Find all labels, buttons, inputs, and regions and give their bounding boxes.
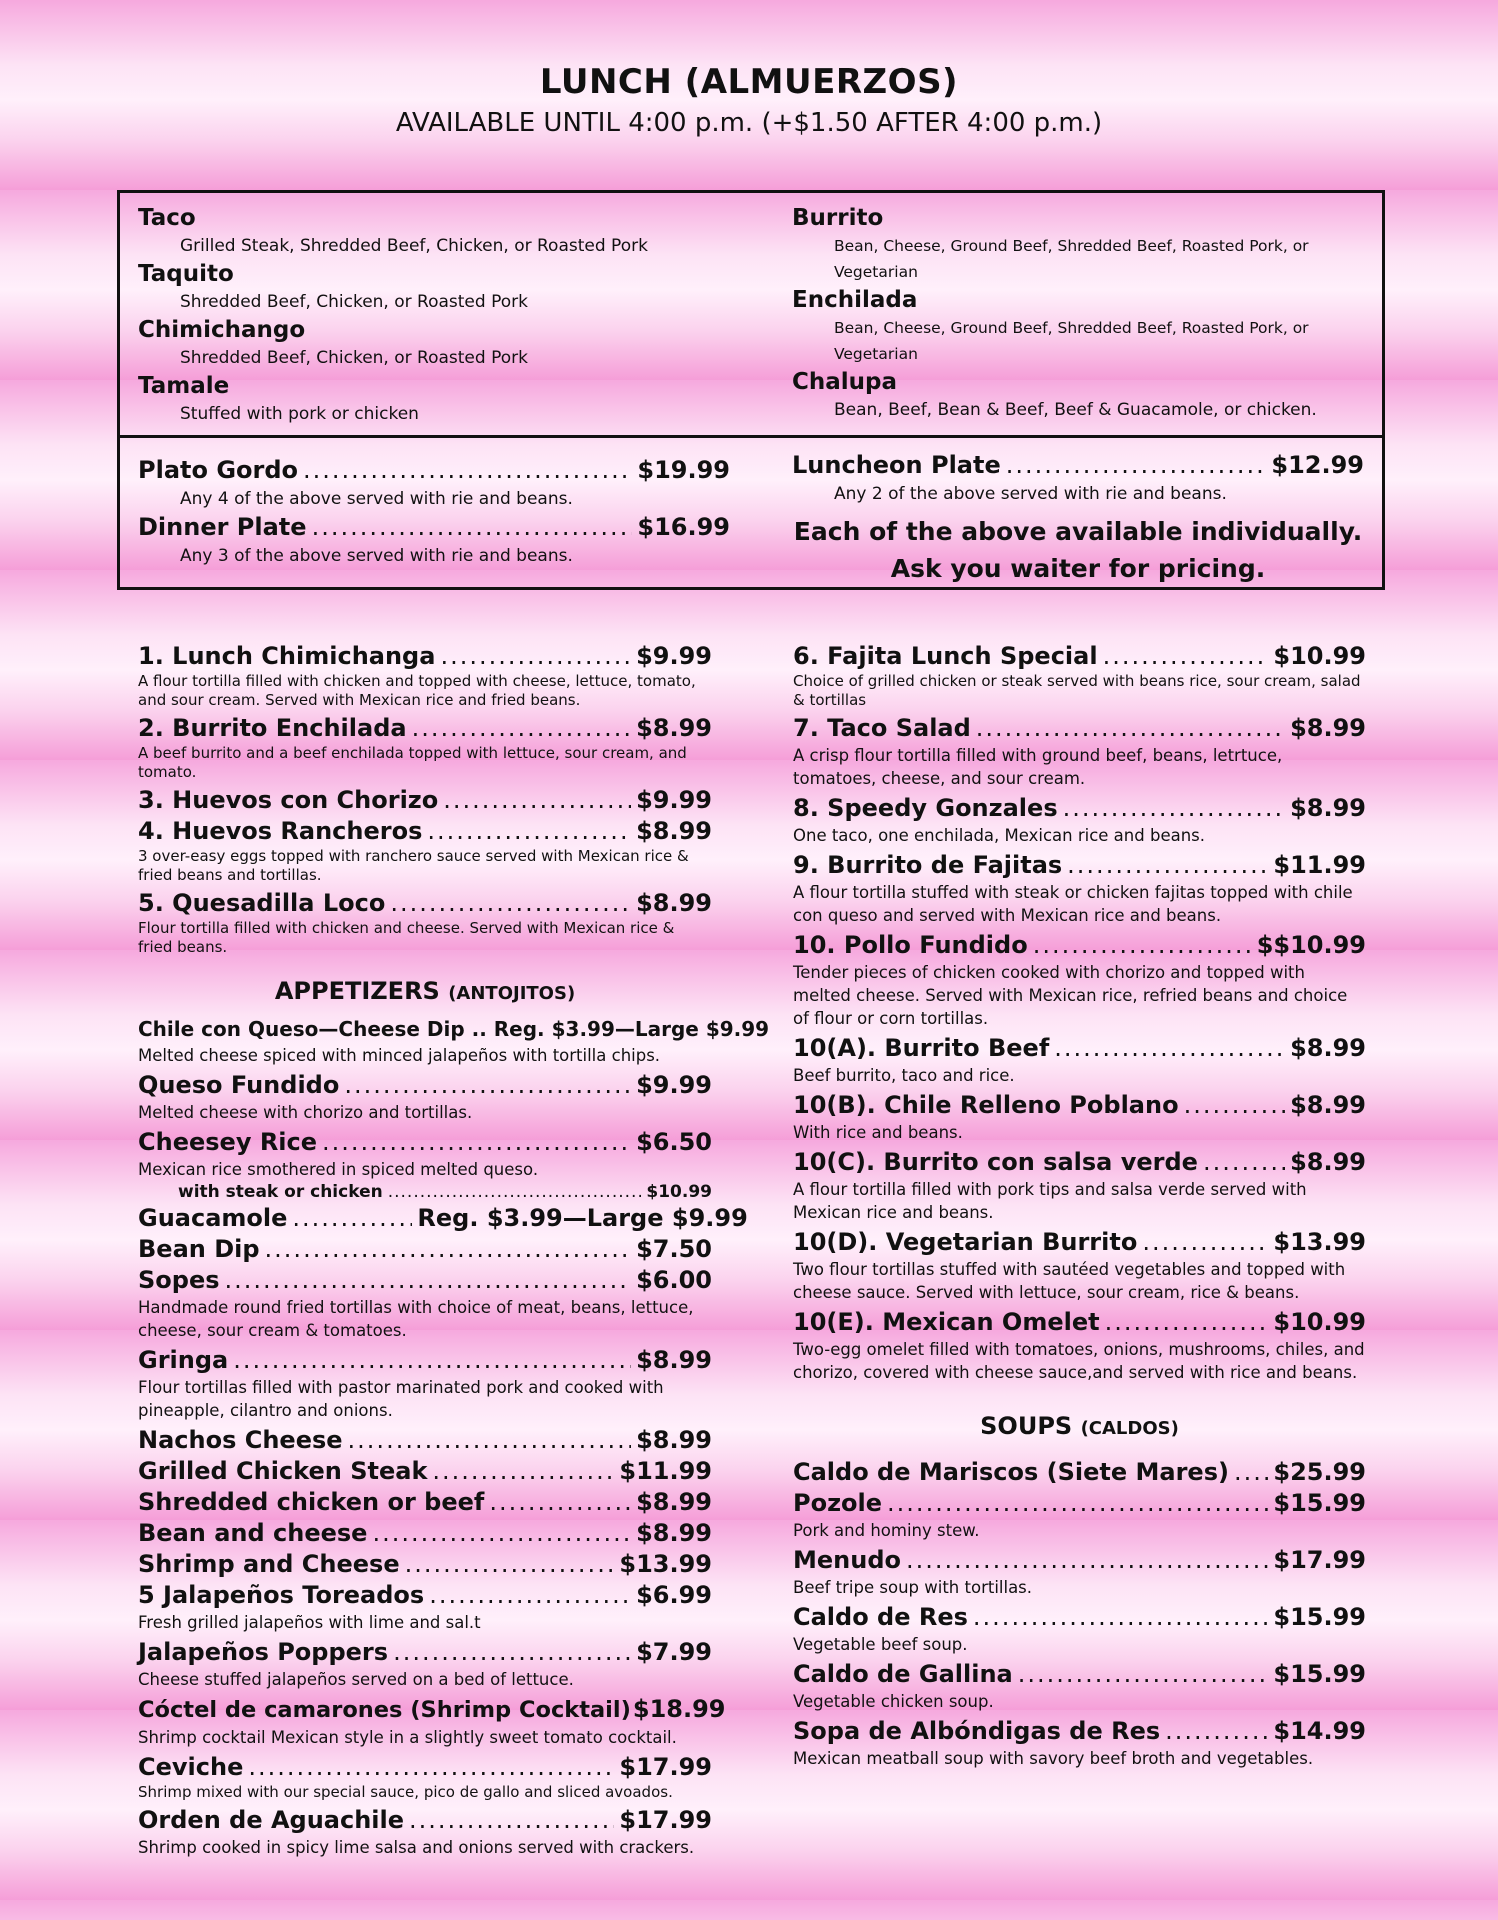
menu-item-row [138, 1014, 770, 1044]
item-name: Guacamole [138, 1204, 288, 1232]
left-column [138, 641, 770, 1862]
plate-desc: Any 3 of the above served with rie and beans. [180, 546, 573, 566]
section-subtitle: (CALDOS) [1080, 1418, 1179, 1439]
item-desc: Two-egg omelet filled with tomatoes, onions, mushrooms, chiles, and chorizo, covered with cheese sauce,and served with rice and beans. [793, 1340, 1365, 1382]
item-name: 6. Fajita Lunch Special [793, 642, 1098, 670]
item-name: Pozole [793, 1489, 883, 1517]
combo-item [138, 203, 738, 259]
item-price: $10.99 [1273, 1308, 1366, 1336]
menu-item-row [138, 1580, 712, 1611]
item-price: $8.99 [636, 1488, 712, 1516]
section-title: APPETIZERS [274, 977, 440, 1005]
item-name: Jalapeños Poppers [138, 1638, 389, 1666]
item-name: 5 Jalapeños Toreados [138, 1581, 425, 1609]
menu-item-row [138, 1518, 712, 1549]
dot-leader [427, 816, 631, 847]
dot-leader [489, 1487, 631, 1518]
item-price: $9.99 [636, 1071, 712, 1099]
plate-price: $19.99 [637, 456, 730, 484]
plate-desc: Any 4 of the above served with rie and beans. [180, 489, 573, 509]
lunch-specials-left [138, 641, 712, 957]
dot-leader [440, 641, 631, 672]
plate-row [792, 450, 1364, 481]
menu-item-row [138, 1203, 748, 1234]
dot-leader [906, 1545, 1268, 1576]
item-price: $6.99 [636, 1581, 712, 1609]
plate-price: $16.99 [637, 513, 730, 541]
combo-item-desc: Bean, Cheese, Ground Beef, Shredded Beef, Roasted Pork, or Vegetarian [834, 319, 1309, 363]
combo-item-desc: Grilled Steak, Shredded Beef, Chicken, or Roasted Pork [180, 236, 648, 256]
page-subtitle: AVAILABLE UNTIL 4:00 p.m. (+$1.50 AFTER 4:00 p.m.) [395, 108, 1103, 138]
menu-item-row [793, 930, 1366, 961]
section-subtitle: (ANTOJITOS) [448, 983, 576, 1004]
item-desc: Vegetable beef soup. [793, 1635, 968, 1654]
combo-item [792, 367, 1372, 423]
menu-item-row [793, 1659, 1366, 1690]
item-name: 7. Taco Salad [793, 714, 971, 742]
combo-item-desc: Shredded Beef, Chicken, or Roasted Pork [180, 348, 528, 368]
item-desc: Melted cheese spiced with minced jalapeños with tortilla chips. [138, 1046, 661, 1065]
combo-item [792, 285, 1372, 367]
dot-leader [303, 455, 632, 486]
item-price: $15.99 [1273, 1660, 1366, 1688]
item-name: 10(B). Chile Relleno Poblano [793, 1091, 1179, 1119]
item-desc: One taco, one enchilada, Mexican rice and beans. [793, 826, 1206, 845]
item-price: $8.99 [636, 889, 712, 917]
dot-leader [973, 1602, 1268, 1633]
dot-leader [233, 1345, 631, 1376]
item-price: $11.99 [1273, 851, 1366, 879]
plate-name: Plato Gordo [138, 456, 299, 484]
item-price: $17.99 [1273, 1546, 1366, 1574]
dot-leader [405, 1549, 615, 1580]
combo-item [138, 371, 738, 427]
item-desc: A flour tortilla stuffed with steak or chicken fajitas topped with chile con queso and served with Mexican rice and beans. [793, 883, 1353, 925]
menu-item-row [793, 1457, 1366, 1488]
dot-leader [322, 1127, 631, 1158]
item-desc: Mexican rice smothered in spiced melted queso. [138, 1160, 539, 1179]
item-name: Ceviche [138, 1753, 244, 1781]
item-name: 3. Huevos con Chorizo [138, 786, 439, 814]
item-desc: With rice and beans. [793, 1123, 963, 1142]
right-column [793, 641, 1366, 1773]
dot-leader [432, 1456, 614, 1487]
dot-leader [1033, 930, 1252, 961]
item-price: Reg. $3.99—Large $9.99 [417, 1204, 748, 1232]
menu-item-row [793, 1545, 1366, 1576]
menu-item-row [138, 713, 712, 744]
item-price: $6.00 [636, 1266, 712, 1294]
item-name: 8. Speedy Gonzales [793, 794, 1058, 822]
combo-item-name: Tamale [138, 373, 230, 399]
item-desc: A flour tortilla filled with pork tips and salsa verde served with Mexican rice and beans. [793, 1180, 1307, 1222]
item-name: 10. Pollo Fundido [793, 931, 1028, 959]
menu-item-row [138, 1234, 712, 1265]
dot-leader [390, 888, 631, 919]
item-price: $8.99 [636, 1346, 712, 1374]
item-desc: Vegetable chicken soup. [793, 1692, 994, 1711]
menu-item-row [138, 1752, 712, 1783]
menu-item-row [138, 816, 712, 847]
plate-row [138, 512, 730, 543]
menu-item-row [793, 793, 1366, 824]
item-desc: Shrimp cocktail Mexican style in a slightly sweet tomato cocktail. [138, 1728, 677, 1747]
item-name: 10(E). Mexican Omelet [793, 1308, 1100, 1336]
item-desc: Flour tortillas filled with pastor marinated pork and cooked with pineapple, cilantro and onions. [138, 1378, 664, 1420]
item-desc: Melted cheese with chorizo and tortillas. [138, 1103, 473, 1122]
menu-item-row [138, 1487, 712, 1518]
item-name: Gringa [138, 1346, 229, 1374]
dot-leader [1142, 1227, 1268, 1258]
item-desc: A flour tortilla filled with chicken and topped with cheese, lettuce, tomato, and sour cream. Served with Mexican rice and fried beans. [138, 672, 696, 709]
item-name: Caldo de Mariscos (Siete Mares) [793, 1458, 1229, 1486]
menu-item-row [793, 1033, 1366, 1064]
menu-item-row [138, 1425, 712, 1456]
menu-item-row [138, 1265, 712, 1296]
item-name: 10(A). Burrito Beef [793, 1034, 1050, 1062]
item-desc: Shrimp cooked in spicy lime salsa and onions served with crackers. [138, 1838, 695, 1857]
dot-leader [388, 1181, 642, 1203]
dot-leader [429, 1580, 631, 1611]
combo-item [792, 203, 1372, 285]
box-right-items [792, 203, 1372, 423]
item-name: 1. Lunch Chimichanga [138, 642, 436, 670]
item-desc: A crisp flour tortilla filled with ground beef, beans, letrtuce, tomatoes, cheese, and sour cream. [793, 746, 1283, 788]
menu-item-row [793, 1716, 1366, 1747]
combo-box [117, 190, 1385, 590]
menu-item-row [793, 1147, 1366, 1178]
item-price: $14.99 [1273, 1717, 1366, 1745]
menu-item-row [793, 1227, 1366, 1258]
menu-item-row [793, 1307, 1366, 1338]
item-price: $17.99 [619, 1753, 712, 1781]
dot-leader [412, 713, 631, 744]
combo-item [138, 259, 738, 315]
dot-leader [1018, 1659, 1269, 1690]
item-price: $13.99 [1273, 1228, 1366, 1256]
option-price: $10.99 [646, 1182, 712, 1202]
item-name: Sopes [138, 1266, 220, 1294]
combo-item-name: Taco [138, 205, 196, 231]
item-desc: Fresh grilled jalapeños with lime and sal.t [138, 1613, 481, 1632]
item-price: $11.99 [619, 1457, 712, 1485]
item-price: $7.50 [636, 1235, 712, 1263]
option-row [138, 1181, 712, 1203]
item-price: $25.99 [1273, 1458, 1366, 1486]
item-desc: Choice of grilled chicken or steak served with beans rice, sour cream, salad & tortillas [793, 672, 1361, 709]
menu-item-row [793, 1488, 1366, 1519]
dot-leader [348, 1425, 632, 1456]
item-price: $10.99 [1273, 642, 1366, 670]
item-name: Cóctel de camarones (Shrimp Cocktail) [138, 1697, 631, 1723]
item-name: Caldo de Res [793, 1603, 968, 1631]
menu-item-row [793, 641, 1366, 672]
menu-item-row [793, 713, 1366, 744]
item-name: Orden de Aguachile [138, 1806, 405, 1834]
combo-item-name: Chimichango [138, 317, 306, 343]
dot-leader [1165, 1716, 1268, 1747]
combo-item-name: Burrito [792, 205, 884, 231]
menu-item-row [138, 1549, 712, 1580]
menu-item-row [138, 1070, 712, 1101]
item-price: $8.99 [636, 1519, 712, 1547]
menu-item-row [138, 1637, 712, 1668]
item-price: $13.99 [619, 1550, 712, 1578]
appetizers-list [138, 1014, 770, 1859]
item-name: Shrimp and Cheese [138, 1550, 400, 1578]
item-name: 10(C). Burrito con salsa verde [793, 1148, 1198, 1176]
item-desc: 3 over-easy eggs topped with ranchero sauce served with Mexican rice & fried beans and tortillas. [138, 847, 689, 884]
dot-leader [1105, 1307, 1269, 1338]
item-price: $8.99 [1290, 714, 1366, 742]
item-name: 2. Burrito Enchilada [138, 714, 407, 742]
item-price: $8.99 [636, 1426, 712, 1454]
item-price: $17.99 [619, 1806, 712, 1834]
dot-leader [225, 1265, 632, 1296]
item-price: $8.99 [1290, 1091, 1366, 1119]
menu-item-row [138, 1694, 726, 1726]
dot-leader [265, 1234, 632, 1265]
item-desc: A beef burrito and a beef enchilada topped with lettuce, sour cream, and tomato. [138, 744, 687, 781]
plate-row [138, 455, 730, 486]
item-desc: Handmade round fried tortillas with choice of meat, beans, lettuce, cheese, sour cream & tomatoes. [138, 1298, 694, 1340]
menu-item-row [138, 1345, 712, 1376]
menu-item-row [793, 850, 1366, 881]
menu-item-row [138, 888, 712, 919]
item-price: $7.99 [636, 1638, 712, 1666]
menu-item-row [138, 1127, 712, 1158]
item-name: 9. Burrito de Fajitas [793, 851, 1063, 879]
item-desc: Flour tortilla filled with chicken and cheese. Served with Mexican rice & fried beans. [138, 919, 675, 956]
dot-leader [1054, 1033, 1285, 1064]
item-name: Bean Dip [138, 1235, 260, 1263]
item-desc: Cheese stuffed jalapeños served on a bed of lettuce. [138, 1670, 574, 1689]
item-name: Cheesey Rice [138, 1128, 318, 1156]
item-price: $9.99 [636, 786, 712, 814]
combo-item-desc: Stuffed with pork or chicken [180, 404, 419, 424]
dot-leader [372, 1518, 631, 1549]
section-title: SOUPS [980, 1412, 1073, 1440]
item-name: Queso Fundido [138, 1071, 340, 1099]
plate-name: Luncheon Plate [792, 451, 1001, 479]
dot-leader [292, 1203, 412, 1234]
combo-item-desc: Bean, Beef, Bean & Beef, Beef & Guacamole, or chicken. [834, 400, 1317, 420]
plate-name: Dinner Plate [138, 513, 307, 541]
availability-line: Ask you waiter for pricing. [890, 554, 1266, 583]
item-name: Caldo de Gallina [793, 1660, 1013, 1688]
item-price: $15.99 [1273, 1603, 1366, 1631]
item-name: 5. Quesadilla Loco [138, 889, 386, 917]
plate-desc: Any 2 of the above served with rie and beans. [834, 484, 1227, 504]
menu-item-row [138, 1805, 712, 1836]
dot-leader [312, 512, 633, 543]
page-title: LUNCH (ALMUERZOS) [539, 62, 959, 102]
box-divider [120, 435, 1382, 438]
lunch-specials-right [793, 641, 1366, 1384]
plate-price: $12.99 [1271, 451, 1364, 479]
item-name: 4. Huevos Rancheros [138, 817, 423, 845]
dot-leader [1067, 850, 1268, 881]
item-price: $8.99 [636, 714, 712, 742]
item-desc: Tender pieces of chicken cooked with chorizo and topped with melted cheese. Served with Mexican rice, refried beans and choice of flour or corn tortillas. [793, 963, 1348, 1028]
menu-item-row [138, 641, 712, 672]
soups-heading [793, 1410, 1366, 1445]
box-left-items [138, 203, 738, 427]
combo-item [138, 315, 738, 371]
menu-item-row [138, 1456, 712, 1487]
option-name: with steak or chicken [178, 1182, 383, 1202]
combo-item-desc: Bean, Cheese, Ground Beef, Shredded Beef, Roasted Pork, or Vegetarian [834, 237, 1309, 281]
dot-leader [1063, 793, 1285, 824]
dot-leader [1006, 450, 1267, 481]
combo-item-name: Chalupa [792, 369, 898, 395]
item-name: 10(D). Vegetarian Burrito [793, 1228, 1138, 1256]
item-name: Nachos Cheese [138, 1426, 343, 1454]
combo-item-name: Taquito [138, 261, 234, 287]
menu-item-row [793, 1090, 1366, 1121]
availability-note [792, 513, 1364, 587]
item-desc: Shrimp mixed with our special sauce, pico de gallo and sliced avoados. [138, 1783, 673, 1801]
dot-leader [1203, 1147, 1285, 1178]
item-price: $18.99 [632, 1695, 726, 1723]
item-desc: Beef tripe soup with tortillas. [793, 1578, 1033, 1597]
item-price: $15.99 [1273, 1489, 1366, 1517]
item-desc: Beef burrito, taco and rice. [793, 1066, 1015, 1085]
item-price: $9.99 [636, 642, 712, 670]
appetizers-heading [138, 975, 712, 1010]
dot-leader [1103, 641, 1269, 672]
soups-list [793, 1457, 1366, 1770]
item-price: $$10.99 [1256, 931, 1366, 959]
combo-item-desc: Shredded Beef, Chicken, or Roasted Pork [180, 292, 528, 312]
menu-header [0, 62, 1498, 138]
menu-item-row [138, 785, 712, 816]
dot-leader [1184, 1090, 1286, 1121]
item-price: $8.99 [1290, 1034, 1366, 1062]
dot-leader [409, 1805, 614, 1836]
item-price: $6.50 [636, 1128, 712, 1156]
item-name: Menudo [793, 1546, 901, 1574]
dot-leader [393, 1637, 631, 1668]
dot-leader [344, 1070, 631, 1101]
item-name: Grilled Chicken Steak [138, 1457, 428, 1485]
item-desc: Mexican meatball soup with savory beef broth and vegetables. [793, 1749, 1314, 1768]
item-price: $8.99 [1290, 1148, 1366, 1176]
plates-left [138, 455, 730, 569]
item-name: Bean and cheese [138, 1519, 368, 1547]
combo-item-name: Enchilada [792, 287, 918, 313]
dot-leader [887, 1488, 1268, 1519]
item-name: Shredded chicken or beef [138, 1488, 485, 1516]
availability-line: Each of the above available individually. [793, 517, 1363, 546]
item-desc: Pork and hominy stew. [793, 1521, 980, 1540]
dot-leader [248, 1752, 614, 1783]
dot-leader [443, 785, 631, 816]
item-name: Chile con Queso—Cheese Dip .. Reg. $3.99—Large $9.99 [138, 1017, 770, 1041]
dot-leader [976, 713, 1285, 744]
plates-right [792, 450, 1364, 587]
menu-item-row [793, 1602, 1366, 1633]
dot-leader [1234, 1457, 1268, 1488]
item-name: Sopa de Albóndigas de Res [793, 1717, 1161, 1745]
item-desc: Two flour tortillas stuffed with sautéed vegetables and topped with cheese sauce. Served with lettuce, sour cream, rice & beans. [793, 1260, 1346, 1302]
item-price: $8.99 [1290, 794, 1366, 822]
item-price: $8.99 [636, 817, 712, 845]
